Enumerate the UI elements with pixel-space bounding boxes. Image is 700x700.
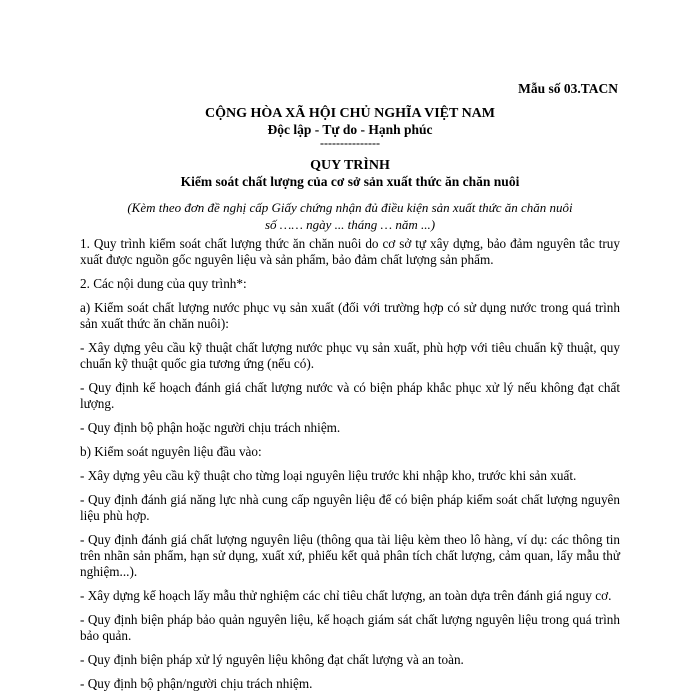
paragraph: - Xây dựng yêu cầu kỹ thuật cho từng loại nguyên liệu trước khi nhập kho, trước khi sản xuất. bbox=[80, 468, 577, 483]
heading-divider: --------------- bbox=[320, 136, 380, 150]
paragraph: - Xây dựng yêu cầu kỹ thuật chất lượng nước phục vụ sản xuất, phù hợp với tiêu chuẩn kỹ thuật, quy chuẩn kỹ thuật quốc gia tương ứng (nếu có). bbox=[80, 340, 620, 371]
paragraph: - Xây dựng kế hoạch lấy mẫu thử nghiệm các chỉ tiêu chất lượng, an toàn dựa trên đánh giá nguy cơ. bbox=[80, 588, 612, 603]
attachment-note-line-2: số …… ngày ... tháng … năm ...) bbox=[264, 217, 436, 232]
paragraph: - Quy định bộ phận hoặc người chịu trách nhiệm. bbox=[80, 420, 341, 435]
document-subtitle: Kiểm soát chất lượng của cơ sở sản xuất thức ăn chăn nuôi bbox=[180, 174, 520, 189]
paragraph: - Quy định biện pháp xử lý nguyên liệu không đạt chất lượng và an toàn. bbox=[80, 652, 464, 667]
form-code: Mẫu số 03.TACN bbox=[518, 81, 618, 96]
national-motto: Độc lập - Tự do - Hạnh phúc bbox=[267, 122, 433, 137]
paragraph: - Quy định biện pháp bảo quản nguyên liệu, kế hoạch giám sát chất lượng nguyên liệu trong quá trình bảo quản. bbox=[80, 612, 620, 643]
national-heading: CỘNG HÒA XÃ HỘI CHỦ NGHĨA VIỆT NAM bbox=[204, 106, 495, 121]
paragraph: - Quy định bộ phận/người chịu trách nhiệm. bbox=[80, 676, 313, 691]
paragraph: 1. Quy trình kiểm soát chất lượng thức ăn chăn nuôi do cơ sở tự xây dựng, bảo đảm nguyên tắc truy xuất được nguồn gốc nguyên liệu và sản phẩm, bảo đảm chất lượng sản phẩm. bbox=[80, 236, 620, 267]
paragraph: b) Kiểm soát nguyên liệu đầu vào: bbox=[80, 444, 262, 459]
paragraph: - Quy định đánh giá năng lực nhà cung cấp nguyên liệu để có biện pháp kiểm soát chất lượng nguyên liệu phù hợp. bbox=[80, 492, 620, 523]
document-title: QUY TRÌNH bbox=[310, 158, 390, 173]
attachment-note bbox=[80, 199, 620, 233]
paragraph: a) Kiểm soát chất lượng nước phục vụ sản xuất (đối với trường hợp có sử dụng nước trong quá trình sản xuất thức ăn chăn nuôi): bbox=[80, 300, 620, 331]
paragraph: - Quy định kế hoạch đánh giá chất lượng nước và có biện pháp khắc phục xử lý nếu không đạt chất lượng. bbox=[80, 380, 620, 411]
document-body bbox=[80, 236, 620, 700]
attachment-note-line-1: (Kèm theo đơn đề nghị cấp Giấy chứng nhận đủ điều kiện sản xuất thức ăn chăn nuôi bbox=[127, 200, 573, 215]
paragraph: 2. Các nội dung của quy trình*: bbox=[80, 276, 247, 291]
paragraph: - Quy định đánh giá chất lượng nguyên liệu (thông qua tài liệu kèm theo lô hàng, ví dụ: các thông tin trên nhãn sản phẩm, hạn sử dụng, xuất xứ, phiếu kết quả phân tích chất lượng, cảm quan, lấy mẫu thử nghiệm...). bbox=[80, 532, 620, 579]
